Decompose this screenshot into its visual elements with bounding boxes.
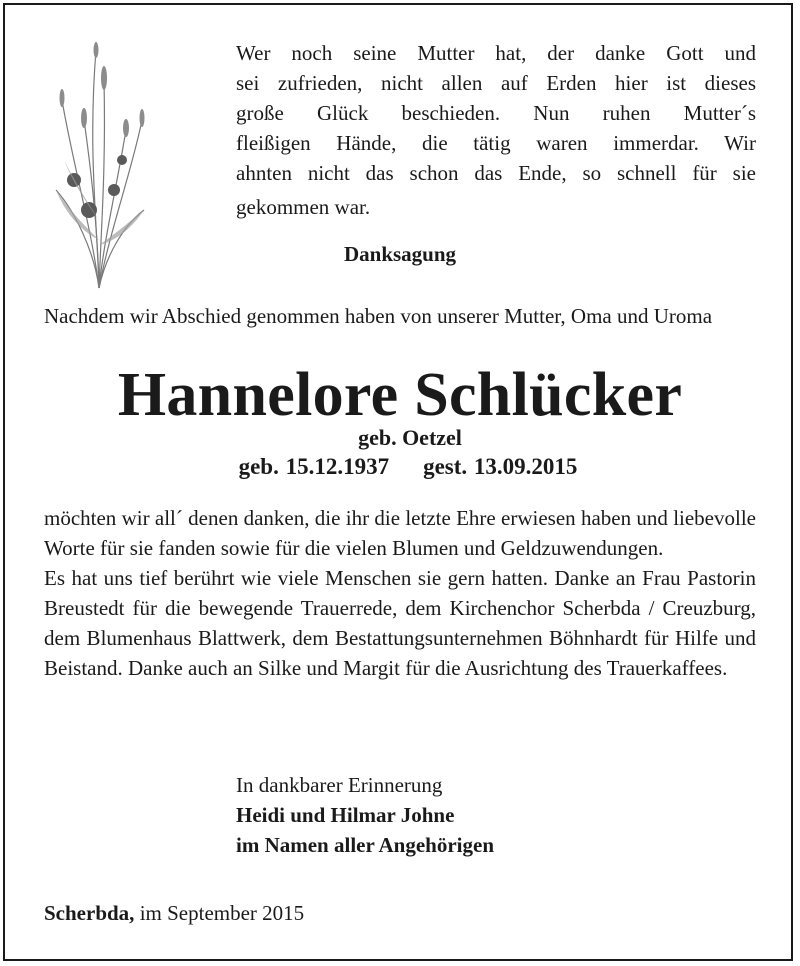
thanks-body xyxy=(44,503,756,683)
intro-text: Nachdem wir Abschied genommen haben von unserer Mutter, Oma und Uroma xyxy=(44,304,713,328)
closing-signature xyxy=(236,770,736,860)
deceased-name: Hannelore Schlücker xyxy=(117,361,683,429)
poem-line: große Glück beschieden. Nun ruhen Mutter´s xyxy=(236,101,756,125)
thanks-paragraph: Es hat uns tief berührt wie viele Menschen sie gern hatten. Danke an Frau Pastorin Breustedt für die bewegende Trauerrede, dem Kirchenchor Scherbda / Creuzburg, dem Blumenhaus Blattwerk, dem Bestattungsunternehmen Böhnhardt für Hilfe und Beistand. Danke auch an Silke und Margit für die Ausrichtung des Trauerkaffees. xyxy=(44,566,756,680)
death-date: gest. 13.09.2015 xyxy=(423,454,578,479)
on-behalf-line: im Namen aller Angehörigen xyxy=(236,833,495,857)
signatories: Heidi und Hilmar Johne xyxy=(236,803,455,827)
date: im September 2015 xyxy=(139,901,305,925)
place-date xyxy=(44,898,304,928)
poem-line: gekommen war. xyxy=(236,195,371,219)
poem-line: ahnten nicht das schon das Ende, so schnell für sie xyxy=(236,161,756,185)
maiden-name: geb. Oetzel xyxy=(358,425,462,450)
place: Scherbda, xyxy=(44,901,135,925)
poem xyxy=(236,38,756,222)
thanks-paragraph: möchten wir all´ denen danken, die ihr die letzte Ehre erwiesen haben und liebevolle Worte für sie fanden sowie für die vielen Blumen und Geldzuwendungen. xyxy=(44,506,756,560)
heading-danksagung: Danksagung xyxy=(343,242,457,266)
life-dates xyxy=(0,454,800,480)
poem-line: Wer noch seine Mutter hat, der danke Gott und xyxy=(236,41,756,65)
poem-line: sei zufrieden, nicht allen auf Erden hier ist dieses xyxy=(236,71,756,95)
poem-line: fleißigen Hände, die tätig waren immerdar. Wir xyxy=(236,131,756,155)
closing-line: In dankbarer Erinnerung xyxy=(236,773,443,797)
birth-date: geb. 15.12.1937 xyxy=(238,454,390,479)
